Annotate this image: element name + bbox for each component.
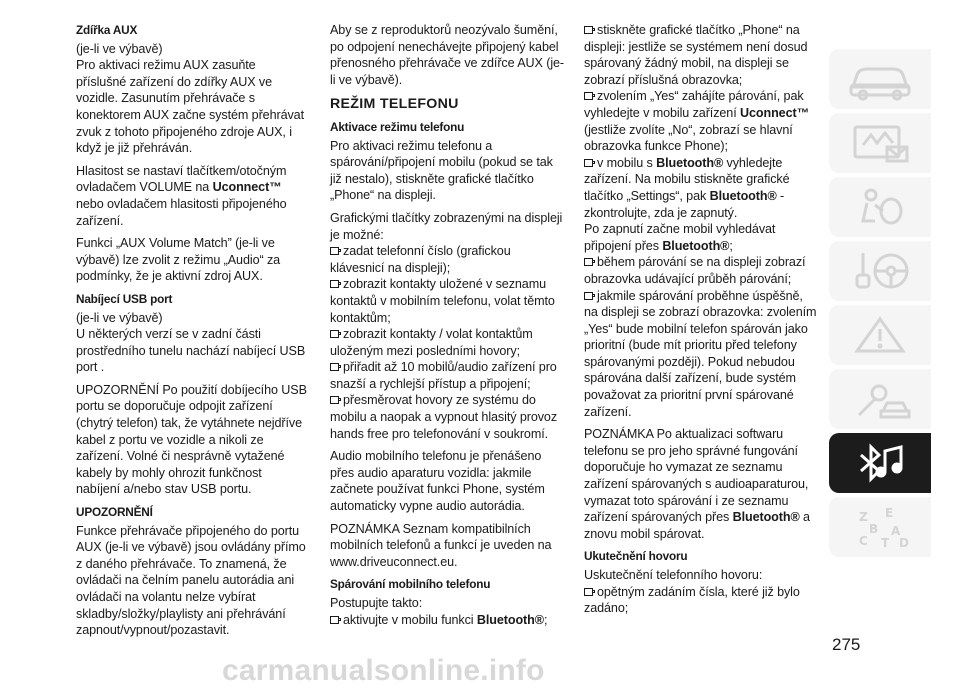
bullet-icon xyxy=(584,588,593,596)
pairing-intro: Postupujte takto: xyxy=(330,596,423,610)
bullet-icon xyxy=(330,396,339,404)
bullet-icon xyxy=(584,258,593,266)
page-number: 275 xyxy=(832,635,861,654)
list-item: aktivujte v mobilu funkci Bluetooth®; xyxy=(330,612,566,629)
aux-noise-paragraph: Aby se z reproduktorů neozývalo šumění, po odpojení nenechávejte připojený kabel přenosného přehrávače ve zdířce AUX (je-li ve výbavě). xyxy=(330,23,565,87)
column-3 xyxy=(584,22,818,617)
svg-text:E: E xyxy=(885,506,894,520)
bullet-icon xyxy=(330,363,339,371)
tab-multimedia[interactable] xyxy=(829,433,931,493)
watermark: carmanualsonline.info xyxy=(222,654,545,687)
dashboard-warning-icon xyxy=(845,121,915,165)
car-icon xyxy=(845,57,915,101)
list-item: opětným zadáním čísla, které již bylo zadáno; xyxy=(584,584,800,616)
aux-volume-paragraph: Hlasitost se nastaví tlačítkem/otočným ovladačem VOLUME na Uconnect™ nebo ovladačem hlasitosti připojeného zařízení. xyxy=(76,163,287,228)
uconnect-keyword: Uconnect™ xyxy=(212,180,282,195)
bullet-icon xyxy=(584,26,593,34)
bullet-icon xyxy=(584,159,593,167)
list-item: během párování se na displeji zobrazí obrazovka udávající průběh párování; xyxy=(584,255,806,286)
list-item: zobrazit kontakty / volat kontaktům uloženým mezi posledními hovory; xyxy=(330,327,533,358)
warning-triangle-icon xyxy=(845,313,915,357)
warning-heading: UPOZORNĚNÍ xyxy=(76,505,153,520)
bullet-icon xyxy=(584,292,593,300)
tab-dashboard[interactable] xyxy=(829,113,931,173)
aux-paragraph: Pro aktivaci režimu AUX zasuňte příslušné zařízení do zdířky AUX ve vozidle. Zasunutím přehrávače s konektorem AUX začne systém přehrávat zvuk z tohoto připojeného zdroje AUX, i když je již přehráván. xyxy=(76,58,304,156)
list-item: v mobilu s Bluetooth® vyhledejte zařízení. Na mobilu stiskněte grafické tlačítko „Settings“, pak Bluetooth® - zkontrolujte, zda je zapnutý. xyxy=(584,155,790,220)
index-letters-icon xyxy=(845,505,915,549)
usb-optional: (je-li ve výbavě) xyxy=(76,310,163,325)
list-item: zadat telefonní číslo (grafickou klávesnicí na displeji); xyxy=(330,244,511,275)
tab-car[interactable] xyxy=(829,49,931,109)
multimedia-icon xyxy=(845,441,915,485)
tab-starting-driving[interactable] xyxy=(829,241,931,301)
pairing-heading: Spárování mobilního telefonu xyxy=(330,577,491,592)
svg-text:A: A xyxy=(891,524,901,538)
bullet-icon xyxy=(330,247,339,255)
phone-buttons-intro: Grafickými tlačítky zobrazenými na displeji je možné: xyxy=(330,210,563,242)
svg-text:Z: Z xyxy=(859,510,868,524)
usb-note-paragraph: UPOZORNĚNÍ Po použití dobíjecího USB portu se doporučuje odpojit zařízení (chytrý telefon) tak, že vytáhnete nejdříve kabel z portu ve vozidle a nikoli ze zařízení. Volné či nesprávně vytažené kabely by mohly ohrozit funkčnost nabíjení a/nebo stav USB portu. xyxy=(76,382,307,497)
bullet-icon xyxy=(330,330,339,338)
call-intro: Uskutečnění telefonního hovoru: xyxy=(584,568,763,582)
usb-paragraph: U některých verzí se v zadní části prostředního tunelu nachází nabíjecí USB port . xyxy=(76,327,306,375)
list-item: jakmile spárování proběhne úspěšně, na displeji se zobrazí obrazovka: zvolením „Yes“ bude mobilní telefon spárován jako prioritní (bude mít prioritu před telefony spárovanými později). Pokud nebudou spárována další zařízení, bude systém považovat za prioritní první spárované zařízení. xyxy=(584,288,817,419)
aux-optional: (je-li ve výbavě) xyxy=(76,41,163,56)
column-2 xyxy=(330,22,566,628)
phone-mode-heading: REŽIM TELEFONU xyxy=(330,96,459,113)
usb-heading: Nabíjecí USB port xyxy=(76,291,173,306)
call-heading: Ukutečnění hovoru xyxy=(584,549,688,564)
list-item: zvolením „Yes“ zahájíte párování, pak vyhledejte v mobilu zařízení Uconnect™ (jestliže zvolíte „No“, zobrazí se hlavní obrazovka funkce Phone); xyxy=(584,89,810,154)
wrench-car-icon xyxy=(845,377,915,421)
list-item: stiskněte grafické tlačítko „Phone“ na displeji: jestliže se systémem není dosud spárovaný žádný mobil, na displeji se zobrazí příslušná obrazovka; xyxy=(584,23,808,87)
svg-text:B: B xyxy=(869,522,879,536)
list-item: zobrazit kontakty uložené v seznamu kontaktů v mobilním telefonu, volat těmto kontaktům; xyxy=(330,277,555,325)
svg-text:C: C xyxy=(859,534,868,548)
bullet-icon xyxy=(584,92,593,100)
compatibility-note: POZNÁMKA Seznam kompatibilních mobilních telefonů a funkcí je uveden na www.driveuconnect.eu. xyxy=(330,521,552,569)
key-steering-icon xyxy=(845,249,915,293)
bullet-icon xyxy=(330,280,339,288)
phone-audio-paragraph: Audio mobilního telefonu je přenášeno přes audio aparaturu vozidla: jakmile začnete používat funkci Phone, systém automaticky vypne audio autorádia. xyxy=(330,449,545,514)
tab-safety[interactable] xyxy=(829,177,931,237)
phone-activation-heading: Aktivace režimu telefonu xyxy=(330,119,465,134)
section-tabs xyxy=(829,49,931,561)
aux-volume-match-paragraph: Funkci „AUX Volume Match” (je-li ve výbavě) lze zvolit z režimu „Audio“ za podmínky, že je aktivní zdroj AUX. xyxy=(76,236,281,284)
phone-activation-paragraph: Pro aktivaci režimu telefonu a spárování/připojení mobilu (pokud se tak již nestalo), stiskněte grafické tlačítko „Phone“ na displeji. xyxy=(330,138,553,203)
warning-paragraph: Funkce přehrávače připojeného do portu AUX (je-li ve výbavě) jsou ovládány přímo z daného přehrávače. To znamená, že ovládači na čelním panelu autorádia ani ovládači na volantu nelze vybírat skladby/složky/playlisty ani přehrávání zapnout/vypnout/pozastavit. xyxy=(76,523,306,638)
tab-maintenance[interactable] xyxy=(829,369,931,429)
svg-text:D: D xyxy=(899,536,909,549)
aux-heading: Zdířka AUX xyxy=(76,23,138,37)
list-item: přesměrovat hovory ze systému do mobilu a naopak a vypnout hlasitý provoz hands free pro telefonování v soukromí. xyxy=(330,393,558,441)
list-item: přiřadit až 10 mobilů/audio zařízení pro snazší a rychlejší přístup a připojení; xyxy=(330,360,557,391)
software-note: POZNÁMKA Po aktualizaci softwaru telefonu se pro jeho správné fungování doporučuje ho vymazat ze seznamu zařízení spárovaných s audioaparaturou, vymazat toto spárování i ze seznamu zařízení spárovaných přes Bluetooth® a znovu mobil spárovat. xyxy=(584,427,810,541)
pairing-search-line: Po zapnutí začne mobil vyhledávat připojení přes Bluetooth®; xyxy=(584,222,776,253)
bullet-icon xyxy=(330,616,339,624)
column-1 xyxy=(76,22,308,645)
svg-text:T: T xyxy=(881,536,890,549)
airbag-passenger-icon xyxy=(845,185,915,229)
tab-index[interactable] xyxy=(829,497,931,557)
tab-warnings[interactable] xyxy=(829,305,931,365)
